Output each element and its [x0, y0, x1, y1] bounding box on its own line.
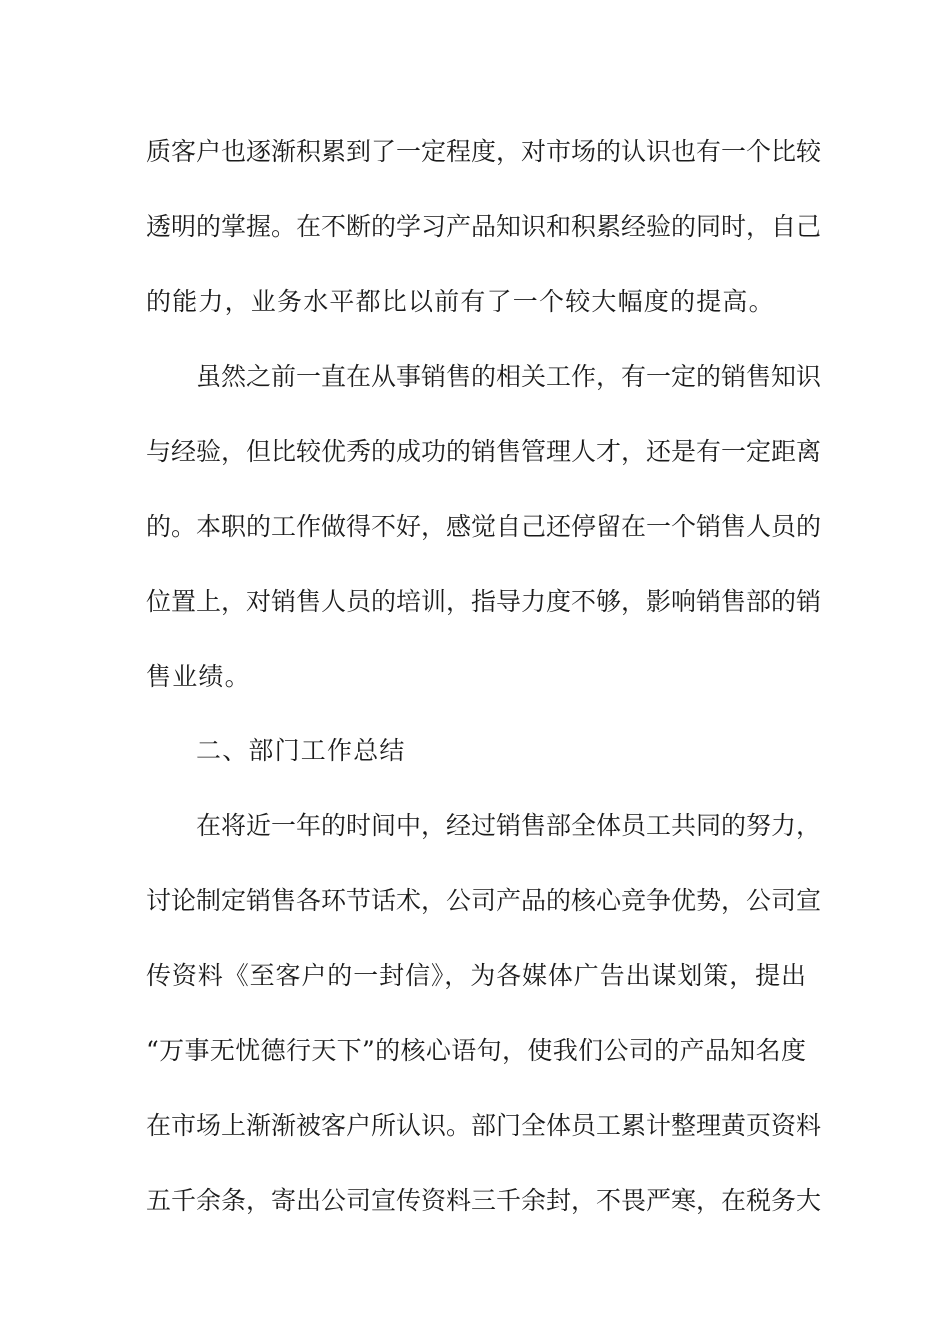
- paragraph-2-line-5: 售业绩。: [146, 662, 251, 691]
- paragraph-2-line-2: 与经验，但比较优秀的成功的销售管理人才，还是有一定距离: [146, 437, 822, 466]
- paragraph-2-line-3: 的。本职的工作做得不好，感觉自己还停留在一个销售人员的: [146, 512, 822, 541]
- paragraph-2-line-1: 虽然之前一直在从事销售的相关工作，有一定的销售知识: [196, 362, 822, 391]
- paragraph-1-line-1: 质客户也逐渐积累到了一定程度，对市场的认识也有一个比较: [146, 137, 822, 166]
- section-heading: 二、部门工作总结: [196, 736, 406, 765]
- paragraph-2-line-4: 位置上，对销售人员的培训，指导力度不够，影响销售部的销: [146, 587, 822, 616]
- paragraph-3-line-4: “万事无忧德行天下”的核心语句，使我们公司的产品知名度: [146, 1036, 806, 1065]
- paragraph-1-line-3: 的能力，业务水平都比以前有了一个较大幅度的提高。: [146, 287, 775, 316]
- paragraph-3-line-5: 在市场上渐渐被客户所认识。部门全体员工累计整理黄页资料: [146, 1111, 822, 1140]
- paragraph-3-line-2: 讨论制定销售各环节话术，公司产品的核心竞争优势，公司宣: [146, 886, 822, 915]
- paragraph-3-line-1: 在将近一年的时间中，经过销售部全体员工共同的努力，: [196, 811, 822, 840]
- paragraph-3-line-3: 传资料《至客户的一封信》，为各媒体广告出谋划策，提出: [146, 961, 806, 990]
- paragraph-3-line-6: 五千余条，寄出公司宣传资料三千余封，不畏严寒，在税务大: [146, 1186, 822, 1215]
- paragraph-1-line-2: 透明的掌握。在不断的学习产品知识和积累经验的同时，自己: [146, 212, 822, 241]
